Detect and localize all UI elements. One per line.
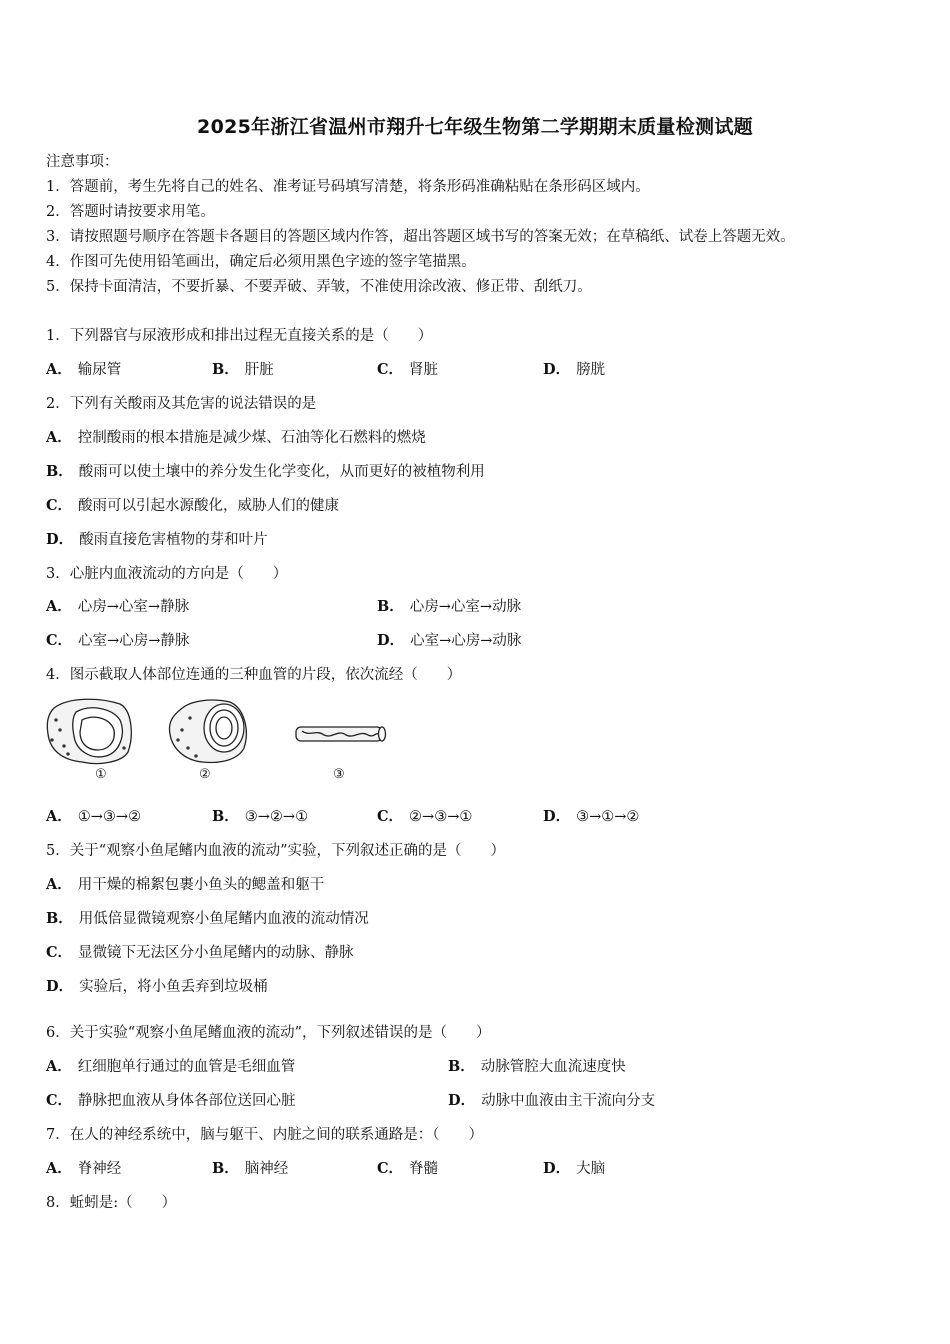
- notice-item: 2．答题时请按要求用笔。: [46, 204, 215, 220]
- question-stem: 6．关于实验“观察小鱼尾鳍血液的流动”，下列叙述错误的是（ ）: [46, 1025, 491, 1041]
- option-c: C． 脊髓: [377, 1160, 439, 1177]
- option-a: A． ①→③→②: [46, 808, 142, 825]
- option-b: B． 肝脏: [212, 361, 274, 378]
- notice-item: 4．作图可先使用铅笔画出，确定后必须用黑色字迹的签字笔描黑。: [46, 254, 476, 270]
- figure-label-3: ③: [333, 767, 345, 782]
- option-b: B． ③→②→①: [212, 808, 309, 825]
- option-a: A． 脊神经: [46, 1160, 122, 1177]
- question-stem: 1．下列器官与尿液形成和排出过程无直接关系的是（ ）: [46, 328, 433, 344]
- option-a: A． 输尿管: [46, 361, 122, 378]
- option-c: C． 静脉把血液从身体各部位送回心脏: [46, 1092, 296, 1109]
- option-c: C． 酸雨可以引起水源酸化，威胁人们的健康: [46, 497, 340, 514]
- option-d: D． 大脑: [543, 1160, 606, 1177]
- question-stem: 5．关于“观察小鱼尾鳍内血液的流动”实验，下列叙述正确的是（ ）: [46, 843, 506, 859]
- option-c: C． 显微镜下无法区分小鱼尾鳍内的动脉、静脉: [46, 944, 354, 961]
- option-d: D． 酸雨直接危害植物的芽和叶片: [46, 531, 268, 548]
- notice-item: 3．请按照题号顺序在答题卡各题目的答题区域内作答，超出答题区域书写的答案无效；在草稿纸、试卷上答题无效。: [46, 229, 795, 245]
- option-b: B． 脑神经: [212, 1160, 289, 1177]
- figure-label-2: ②: [199, 767, 211, 782]
- question-stem: 8．蚯蚓是:（ ）: [46, 1195, 177, 1211]
- notice-heading: 注意事项：: [46, 154, 119, 170]
- question-stem: 4．图示截取人体部位连通的三种血管的片段，依次流经（ ）: [46, 667, 462, 683]
- vessel-1-artery: [47, 699, 131, 763]
- vessel-3-capillary: [296, 727, 386, 741]
- notice-item: 5．保持卡面清洁，不要折暴、不要弄破、弄皱，不准使用涂改液、修正带、刮纸刀。: [46, 279, 592, 295]
- figure-label-1: ①: [95, 767, 107, 782]
- blood-vessel-figure: [40, 690, 400, 790]
- option-c: C． 肾脏: [377, 361, 439, 378]
- option-d: D． ③→①→②: [543, 808, 640, 825]
- option-a: A． 红细胞单行通过的血管是毛细血管: [46, 1058, 296, 1075]
- question-stem: 3．心脏内血液流动的方向是（ ）: [46, 566, 288, 582]
- option-b: B． 用低倍显微镜观察小鱼尾鳍内血液的流动情况: [46, 910, 369, 927]
- option-c: C． 心室→心房→静脉: [46, 632, 190, 649]
- option-c: C． ②→③→①: [377, 808, 473, 825]
- option-a: A． 心房→心室→静脉: [46, 598, 190, 615]
- notice-item: 1．答题前，考生先将自己的姓名、准考证号码填写清楚，将条形码准确粘贴在条形码区域内。: [46, 179, 650, 195]
- option-b: B． 心房→心室→动脉: [377, 598, 522, 615]
- option-d: D． 心室→心房→动脉: [377, 632, 522, 649]
- option-b: B． 动脉管腔大血流速度快: [448, 1058, 626, 1075]
- option-d: D． 实验后，将小鱼丢弃到垃圾桶: [46, 978, 268, 995]
- option-a: A． 控制酸雨的根本措施是减少煤、石油等化石燃料的燃烧: [46, 429, 426, 446]
- vessel-2-vein: [169, 700, 246, 762]
- blood-vessel-drawing: [40, 690, 400, 790]
- option-b: B． 酸雨可以使土壤中的养分发生化学变化，从而更好的被植物利用: [46, 463, 485, 480]
- option-d: D． 动脉中血液由主干流向分支: [448, 1092, 656, 1109]
- option-a: A． 用干燥的棉絮包裹小鱼头的鳃盖和躯干: [46, 876, 325, 893]
- page-title: 2025年浙江省温州市翔升七年级生物第二学期期末质量检测试题: [197, 116, 753, 138]
- question-stem: 2．下列有关酸雨及其危害的说法错误的是: [46, 396, 317, 412]
- option-d: D． 膀胱: [543, 361, 606, 378]
- question-stem: 7．在人的神经系统中，脑与躯干、内脏之间的联系通路是：（ ）: [46, 1127, 483, 1143]
